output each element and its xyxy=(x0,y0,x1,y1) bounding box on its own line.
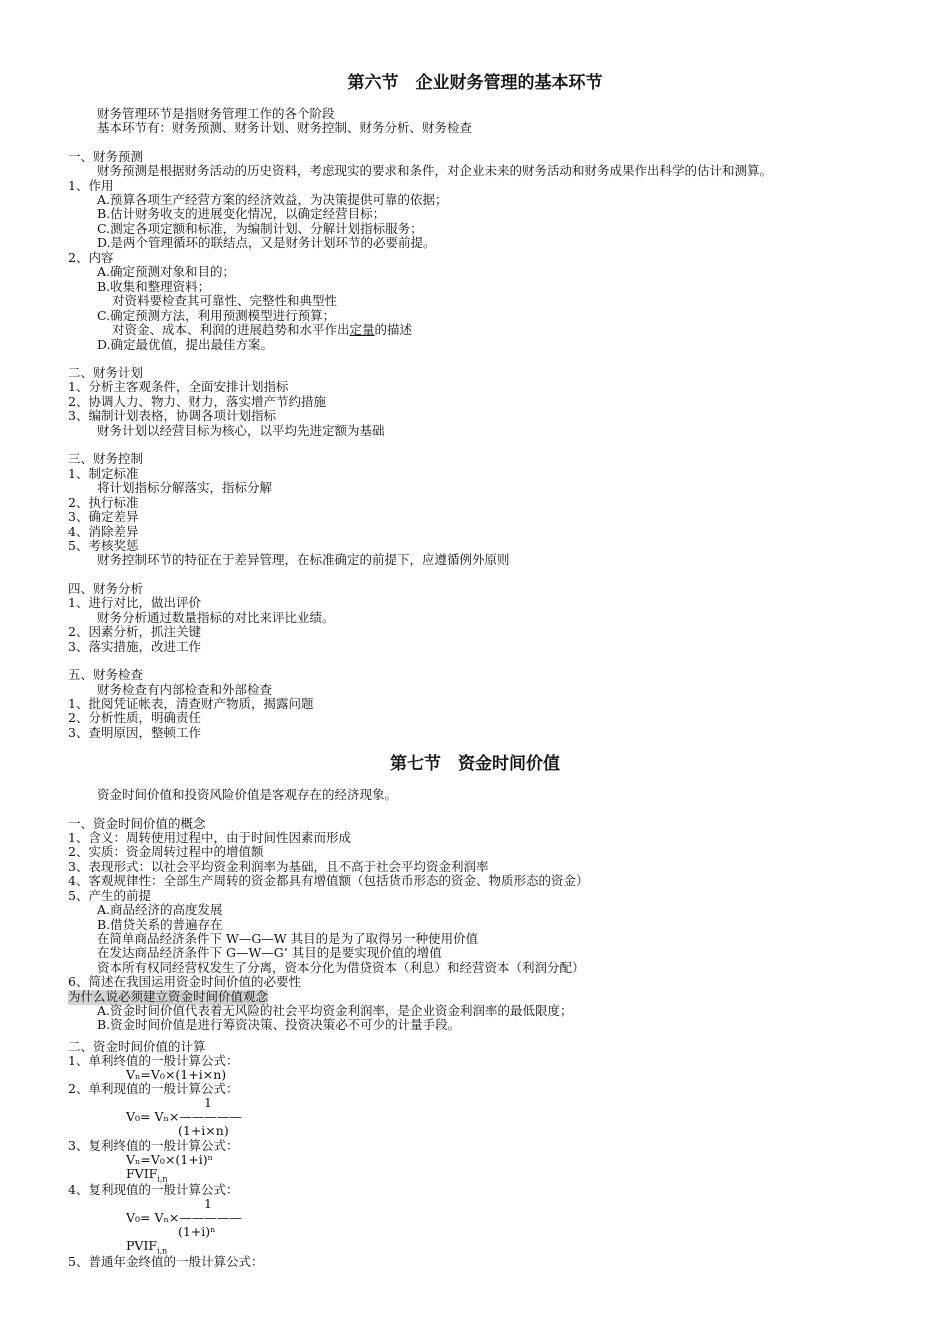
concept-item: 1、含义：周转使用过程中，由于时间性因素而形成 xyxy=(68,830,351,845)
forecast-role-item: C.测定各项定额和标准，为编制计划、分解计划指标服务； xyxy=(97,221,423,236)
concept-item: 3、表现形式：以社会平均资金利润率为基础，且不高于社会平均资金利润率 xyxy=(68,859,489,874)
concept-item: 6、简述在我国运用资金时间价值的必要性 xyxy=(68,974,301,989)
formula-title: 4、复利现值的一般计算公式： xyxy=(68,1182,239,1197)
plan-item: 1、分析主客观条件，全面安排计划指标 xyxy=(68,379,289,394)
premise-item: A.商品经济的高度发展 xyxy=(97,902,223,917)
label-text: PVIF xyxy=(126,1238,158,1253)
intro-line: 基本环节有：财务预测、财务计划、财务控制、财务分析、财务检查 xyxy=(97,120,473,135)
formula-denominator: (1+i)ⁿ xyxy=(178,1224,216,1239)
section7-intro: 资金时间价值和投资风险价值是客观存在的经济现象。 xyxy=(97,787,398,802)
plan-heading: 二、财务计划 xyxy=(68,365,144,380)
forecast-content-item: A.确定预测对象和目的； xyxy=(97,264,236,279)
forecast-role-item: D.是两个管理循环的联结点，又是财务计划环节的必要前提。 xyxy=(97,235,436,250)
section7-title: 第七节 资金时间价值 xyxy=(390,754,560,774)
label-text: FVIF xyxy=(126,1166,158,1181)
inspection-item: 2、分析性质，明确责任 xyxy=(68,710,201,725)
plan-item: 2、协调人力、物力、财力，落实增产节约措施 xyxy=(68,394,326,409)
section6-title: 第六节 企业财务管理的基本环节 xyxy=(347,73,603,93)
control-item: 2、执行标准 xyxy=(68,495,139,510)
inspection-heading: 五、财务检查 xyxy=(68,667,144,682)
concept-item: 5、产生的前提 xyxy=(68,888,151,903)
underlined-term: 定量 xyxy=(349,322,375,337)
formula-denominator: (1+i×n) xyxy=(178,1123,229,1138)
forecast-definition: 财务预测是根据财务活动的历史资料，考虑现实的要求和条件，对企业未来的财务活动和财务成果作出科学的估计和测算。 xyxy=(97,163,773,178)
analysis-item-note: 财务分析通过数量指标的对比来评比业绩。 xyxy=(97,610,335,625)
formula-numerator: 1 xyxy=(204,1095,212,1110)
formula: V₀= Vₙ×————— xyxy=(126,1210,242,1225)
forecast-content-item: C.确定预测方法，利用预测模型进行预算； xyxy=(97,308,336,323)
inspection-item: 3、查明原因，整顿工作 xyxy=(68,725,201,740)
formula: Vₙ=V₀×(1+i)ⁿ xyxy=(126,1152,214,1167)
forecast-role-item: A.预算各项生产经营方案的经济效益，为决策提供可靠的依据； xyxy=(97,192,448,207)
control-heading: 三、财务控制 xyxy=(68,451,144,466)
forecast-heading: 一、财务预测 xyxy=(68,149,144,164)
analysis-item: 1、进行对比，做出评价 xyxy=(68,595,201,610)
reason-item: B.资金时间价值是进行筹资决策、投资决策必不可少的计量手段。 xyxy=(97,1017,461,1032)
premise-item: 在简单商品经济条件下 W—G—W 其目的是为了取得另一种使用价值 xyxy=(97,931,479,946)
formula: V₀= Vₙ×————— xyxy=(126,1109,242,1124)
analysis-item: 3、落实措施，改进工作 xyxy=(68,639,201,654)
premise-item: B.借贷关系的普遍存在 xyxy=(97,917,223,932)
control-item: 5、考核奖惩 xyxy=(68,538,139,553)
forecast-content-title: 2、内容 xyxy=(68,250,114,265)
premise-item: 在发达商品经济条件下 G—W—G’ 其目的是要实现价值的增值 xyxy=(97,945,442,960)
control-item: 4、消除差异 xyxy=(68,524,139,539)
highlighted-question: 为什么说必须建立资金时间价值观念 xyxy=(68,989,269,1004)
forecast-content-note: 对资料要检查其可靠性、完整性和典型性 xyxy=(112,293,338,308)
forecast-role-item: B.估计财务收支的进展变化情况，以确定经营目标； xyxy=(97,206,386,221)
concept-heading: 一、资金时间价值的概念 xyxy=(68,816,206,831)
forecast-role-title: 1、作用 xyxy=(68,178,114,193)
concept-item: 2、实质：资金周转过程中的增值额 xyxy=(68,844,264,859)
formula-title: 5、普通年金终值的一般计算公式： xyxy=(68,1254,264,1269)
premise-item: 资本所有权同经营权发生了分离，资本分化为借贷资本（利息）和经营资本（利润分配） xyxy=(97,960,585,975)
intro-line: 财务管理环节是指财务管理工作的各个阶段 xyxy=(97,106,335,121)
analysis-item: 2、因素分析，抓注关键 xyxy=(68,624,201,639)
label-subscript: i,n xyxy=(157,1174,168,1184)
plan-item: 3、编制计划表格，协调各项计划指标 xyxy=(68,408,276,423)
forecast-content-item: B.收集和整理资料； xyxy=(97,279,211,294)
control-note: 财务控制环节的特征在于差异管理，在标准确定的前提下，应遵循例外原则 xyxy=(97,552,510,567)
formula-title: 2、单利现值的一般计算公式： xyxy=(68,1081,239,1096)
control-item: 3、确定差异 xyxy=(68,509,139,524)
plan-note: 财务计划以经营目标为核心，以平均先进定额为基础 xyxy=(97,423,385,438)
label-subscript: i,n xyxy=(157,1246,168,1256)
inspection-item: 1、批阅凭证帐表，清查财产物质，揭露问题 xyxy=(68,696,314,711)
reason-item: A.资金时间价值代表着无风险的社会平均资金利润率，是企业资金利润率的最低限度； xyxy=(97,1003,573,1018)
formula: Vₙ=V₀×(1+i×n) xyxy=(126,1067,227,1082)
concept-item: 4、客观规律性：全部生产周转的资金都具有增值额（包括货币形态的资金、物质形态的资金） xyxy=(68,873,589,888)
inspection-note: 财务检查有内部检查和外部检查 xyxy=(97,682,273,697)
note-text: 的描述 xyxy=(374,322,413,337)
formula-title: 3、复利终值的一般计算公式： xyxy=(68,1138,239,1153)
forecast-content-item: D.确定最优值，提出最佳方案。 xyxy=(97,337,274,352)
note-text: 对资金、成本、利润的进展趋势和水平作出 xyxy=(112,322,350,337)
forecast-content-note xyxy=(112,323,412,338)
formula-numerator: 1 xyxy=(204,1196,212,1211)
analysis-heading: 四、财务分析 xyxy=(68,581,144,596)
calc-heading: 二、资金时间价值的计算 xyxy=(68,1039,206,1054)
formula-title: 1、单利终值的一般计算公式： xyxy=(68,1053,239,1068)
control-item-note: 将计划指标分解落实，指标分解 xyxy=(97,480,273,495)
control-item: 1、制定标准 xyxy=(68,466,139,481)
